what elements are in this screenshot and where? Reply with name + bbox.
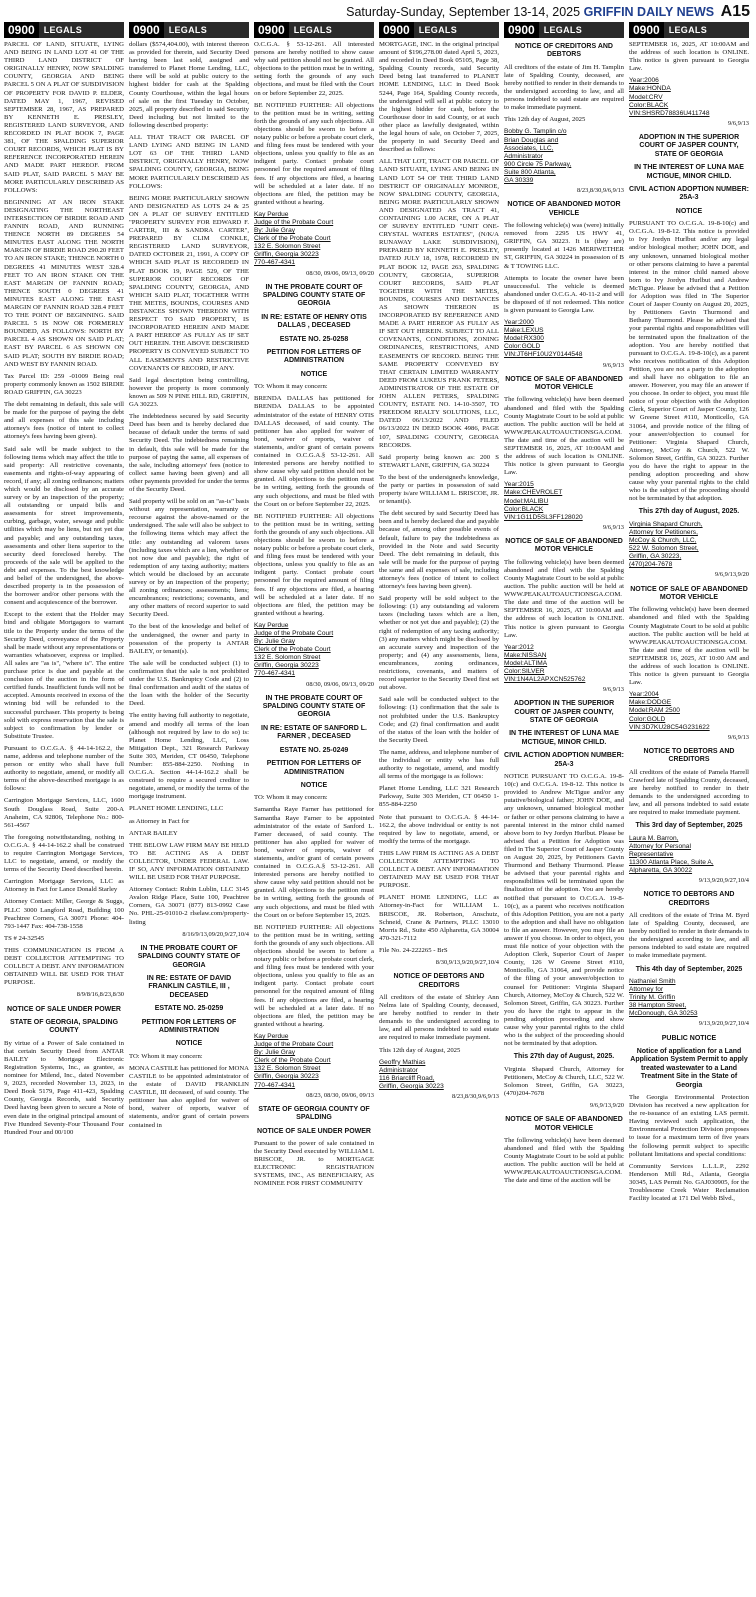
run-dates: 08/30, 09/06, 09/13, 09/20 xyxy=(306,680,374,688)
notice-paragraph: File No. 24-222265 - BrS xyxy=(379,946,448,954)
signature-line: 770-467-4341 xyxy=(254,670,296,678)
signature-line: 11300 Atlanta Place, Suite A, xyxy=(629,858,714,866)
signature-line: Year:2006 xyxy=(629,77,659,85)
signature-line: 132 E. Solomon Street xyxy=(254,243,321,251)
signature-line: Model:RX300 xyxy=(504,335,544,343)
notice-paragraph: ALL THAT LOT, TRACT OR PARCEL OF LAND SITUATE, LYING AND BEING IN LAND LOT 54 OF THE THIRD LAND DISTRICT OF ORIGINALLY MONROE, NOW SPALDING COUNTY, GEORGIA, BEING MORE PARTICULARLY SHOWN AND DESIGNATED AS TRACT 41, CONTAINING 1.00 ACRE, ON A PLAT OF SURVEY ENTITLED "UNIT ONE-CRYSTAL WATERS ESTATES", (N/K/A RUNAWAY LAKE SUBDIVISION), PREPARED BY KENNETH E. PRESLEY, DATED JULY 18, 1978, RECORDED IN PLAT BOOK 12, PAGE 263, SPALDING COUNTY, GEORGIA, SUPERIOR COURT RECORDS, SAID PLAT TOGETHER WITH THE METES, BOUNDS, COURSES AND DISTANCES AS SHOWN THEREON IS INCORPORATED BY REFERENCE AND MADE A PART HEREOF AS FULLY AS IF SET OUT HEREIN. SUBJECT TO ALL COVENANTS, CONDITIONS, ZONING ORDINANCES, RESTRICTIONS, AND EASEMENTS OF RECORD. BEING THE SAME PROPERTY CONVEYED BY THAT CERTAIN LIMITED WARRANTY DEED FROM LUKEUS FRANK PETERS, ADMINISTRATOR OF THE ESTATE OF JOHN ALLEN PETERS, SPALDING COUNTY, ESTATE NO. 14-10-3507, TO FREEDOM REALTY SOLUTIONS, LLC, DATED 06/13/2022 AND FILED 06/13/2022 IN DEED BOOK 4986, PAGE 107, SPALDING COUNTY, GEORGIA RECORDS. xyxy=(379,158,499,449)
signature-line: 132 E. Solomon Street xyxy=(254,654,321,662)
signature-line: Make:CHEVROLET xyxy=(504,489,563,497)
notice-paragraph: The name, address, and telephone number of the individual or entity who has full authority to negotiate, amend, and modify all terms of the mortgage is as follows: xyxy=(379,748,499,781)
notice-heading: NOTICE xyxy=(675,207,703,215)
notice-heading: NOTICE xyxy=(175,1040,203,1048)
legals-column-3 xyxy=(254,22,374,1594)
masthead xyxy=(300,3,750,19)
signature-line: Judge of the Probate Court xyxy=(254,218,334,226)
notice-heading: IN RE: ESTATE OF DAVID FRANKLIN CASTILE, III , DECEASED xyxy=(146,974,232,999)
signature-line: Alpharetta, GA 30022 xyxy=(629,867,693,874)
notice-heading: ADOPTION IN THE SUPERIOR COURT OF JASPER COUNTY, STATE OF GEORGIA xyxy=(513,700,615,725)
signature-line: Model:MALIBU xyxy=(504,497,549,505)
notice-paragraph: The sale will be conducted subject (1) to confirmation that the sale is not prohibited under the U.S. Bankruptcy Code and (2) to final confirmation and audit of the status of the loan with the holder of the Security Deed. xyxy=(129,659,249,708)
signature-line: Associates, LLC, xyxy=(504,144,554,152)
signature-line: VIN:SHSRD78836U411748 xyxy=(629,109,710,117)
notice-heading: IN THE PROBATE COURT OF SPALDING COUNTY STATE OF GEORGIA xyxy=(262,283,366,308)
signature-line: 132 E. Solomon Street xyxy=(254,1065,321,1073)
notice-paragraph: Tax Parcel ID: 259 -01009 Being real property commonly known as 1502 BIRDIE ROAD GRIFFIN, GA 30223 xyxy=(4,372,124,396)
notice-paragraph: All creditors of the estate of Trina M. Byrd late of Spalding County, deceased, are hereby notified to render in their demands to the undersigned according to law, and all persons indebted to said estate are required to make immediate payment. xyxy=(629,912,749,960)
notice-paragraph: BE NOTIFIED FURTHER: All objections to the petition must be in writing, setting forth the grounds of any such objections. All objections should be sworn to before a notary public or before a probate court clerk, and filing fees must be tendered with your objections, unless you qualify to file as an indigent party. Contact probate court personnel for the required amount of filing fees. If any objections are filed, a hearing will be scheduled at a later date. If no objections are filed, the petition may be granted without a hearing. xyxy=(254,512,374,617)
signature-line: VIN:JT6HF10U2Y0144548 xyxy=(504,351,583,359)
notice-paragraph: THIS COMMUNICATION IS FROM A DEBT COLLECTOR ATTEMPTING TO COLLECT A DEBT. ANY INFORMATION OBTAINED WILL BE USED FOR THAT PURPOSE. xyxy=(4,946,124,987)
notice-paragraph: Virginia Shapard Church, Attorney for Petitioners, McCoy & Church, LLC, 522 W. Solomon Street, Griffin, GA 30223, (470)204-7678 xyxy=(504,1065,624,1097)
signature-line: Make:NISSAN xyxy=(504,651,547,659)
signature-line: Attorney for Personal xyxy=(629,842,691,850)
signature-line: Color:BLACK xyxy=(629,101,669,109)
signature-line: By: Julie Gray xyxy=(254,638,296,646)
run-dates: 9/6,9/13 xyxy=(727,733,749,741)
notice-paragraph: as Attorney in Fact for xyxy=(129,817,190,825)
category-label: LEGALS xyxy=(668,25,708,35)
column-body xyxy=(254,41,374,1188)
signature-line: Suite 800 Atlanta, xyxy=(504,168,556,176)
category-code: 0900 xyxy=(4,22,39,38)
signature-line: 38 Hampton Street, xyxy=(629,1002,687,1010)
notice-paragraph: ALL THAT TRACT OR PARCEL OF LAND LYING AND BEING IN LAND LOT 63 OF THE THIRD LAND DISTRICT, ORIGINALLY HENRY, NOW SPALDING COUNTY, GEORGIA, BEING MORE PARTICULARLY DESCRIBED AS FOLLOWS: xyxy=(129,134,249,190)
notice-paragraph: MORTGAGE, INC. in the original principal amount of $196,278.00 dated April 5, 2023, and recorded in Deed Book 05105, Page 38, Spalding County records, said Security Deed being last transferred to PLANET HOME LENDING, LLC in Deed Book 5244, Page 164, Spalding County records, the undersigned will sell at public outcry to the highest bidder for cash, before the Courthouse door in said County, or at such other place as lawfully designated, within the legal hours of sale, on October 7, 2025, the property in said Security Deed and described as follows: xyxy=(379,41,499,154)
notice-heading: IN RE: ESTATE OF HENRY OTIS DALLAS , DECEASED xyxy=(261,313,367,330)
column-header xyxy=(4,22,124,38)
notice-paragraph: O.C.G.A. § 53-12-261. All interested persons are hereby notified to show cause why said petition should not be granted. All objections to the petition must be in writing, setting forth the grounds of any such objections, and must be filed with the Court on or before September 22, 2025. xyxy=(254,41,374,97)
signature-line: McCoy & Church, LLC, xyxy=(629,537,697,545)
notice-heading: This 3rd day of September, 2025 xyxy=(635,822,743,830)
notice-heading: STATE OF GEORGIA COUNTY OF SPALDING xyxy=(258,1105,370,1122)
notice-paragraph: PLANET HOME LENDING, LLC as Attorney-in-Fact for WILLIAM L. BRISCOE, JR. Robertson, Anschutz, Schneid, Crane & Partners, PLLC 13010 Morris Rd., Suite 450 Alpharetta, GA 30004 470-321-7112 xyxy=(379,894,499,942)
signature-line: Griffin, Georgia 30223 xyxy=(254,662,319,670)
notice-heading: IN RE: ESTATE OF SANFORD L. FARNER , DECEASED xyxy=(261,724,367,741)
notice-heading: ESTATE NO. 25-0258 xyxy=(279,335,349,343)
run-dates: 9/6,9/13 xyxy=(602,686,624,694)
signature-line: GA 30339 xyxy=(504,177,534,185)
notice-heading: PETITION FOR LETTERS OF ADMINISTRATION xyxy=(266,349,362,365)
run-dates: 08/23, 08/30, 09/06, 09/13 xyxy=(306,1091,374,1099)
notice-paragraph: The debt remaining in default, this sale will be made for the purpose of paying the debt and all expenses of this sale including attorney's fees (notice of intent to collect attorney's fees having been given). xyxy=(4,401,124,441)
signature-line: Color:GOLD xyxy=(629,715,666,723)
signature-line: Griffin, GA 30223, xyxy=(629,553,682,561)
signature-line: VIN:1N4AL2APXCN525762 xyxy=(504,676,586,684)
notice-heading: PETITION FOR LETTERS OF ADMINISTRATION xyxy=(266,760,362,776)
signature-line: By: Julie Gray xyxy=(254,227,296,235)
notice-paragraph: THIS LAW FIRM IS ACTING AS A DEBT COLLECTOR ATTEMPTING TO COLLECT A DEBT. ANY INFORMATION OBTAINED MAY BE USED FOR THAT PURPOSE. xyxy=(379,849,499,890)
notice-heading: NOTICE TO DEBTORS AND CREDITORS xyxy=(643,891,735,907)
notice-paragraph: The following vehicle(s) have been deemed abandoned and filed with the Spalding County Magistrate Court to be sold at public auction. The public auction will be held at WWW.PEAKAUTOAUCTIONSGA.COM. The date and time of the auction will be xyxy=(504,1136,624,1185)
signature-line: Year:2012 xyxy=(504,643,534,651)
notice-heading: NOTICE OF SALE OF ABANDONED MOTOR VEHICLE xyxy=(505,1116,623,1132)
notice-paragraph: TS # 24-32545 xyxy=(4,934,45,942)
signature-line: Year:2000 xyxy=(504,319,534,327)
notice-paragraph: BE NOTIFIED FURTHER: All objections to the petition must be in writing, setting forth the grounds of any such objections. All objections should be sworn to before a notary public or before a probate court clerk, and filing fees must be tendered with your objections, unless you qualify to file as an indigent party. Contact probate court personnel for the required amount of filing fees. If any objections are filed, a hearing will be scheduled at a later date. If no objections are filed, the petition may be granted without a hearing. xyxy=(254,923,374,1028)
signature-line: Judge of the Probate Court xyxy=(254,630,334,637)
notice-paragraph: BEING MORE PARTICULARLY SHOWN AND DESIGNATED AS LOTS 24 & 25 ON A PLAT OF SURVEY ENTITLED "PROPERTY SURVEY FOR EDWARD F. CARTER, III & SANDRA CARTER", PREPARED BY CLIM CONKLE, REGISTERED LAND SURVEYOR, DATED OCTOBER 21, 1991, A COPY OF WHICH SAID PLAT IS RECORDED IN PLAT BOOK 19, PAGE 529, OF THE SUPERIOR COURT RECORDS OF SPALDING COUNTY, GEORGIA, AND WHICH SAID PLAT, TOGETHER WITH THE METES, BOUNDS, COURSES AND DISTANCES SHOWN THEREON WITH RESPECT TO SAID PROPERTY, IS INCORPORATED HEREIN AND MADE A PART HEREOF AS FULLY AS IF SET OUT HEREIN. THE ABOVE DESCRIBED PROPERTY IS CONVEYED SUBJECT TO ALL EASEMENTS AND RESTRICTIVE COVENANTS OF RECORD, IF ANY. xyxy=(129,194,249,372)
notice-paragraph: PLANET HOME LENDING, LLC xyxy=(129,805,224,813)
notice-paragraph: Planet Home Lending, LLC 321 Research Parkway, Suite 303 Meriden, CT 06450 1-855-884-2250 xyxy=(379,785,499,809)
notice-heading: This 27th day of August, 2025. xyxy=(638,508,740,516)
notice-paragraph: All creditors of the estate of Jim H. Tamplin late of Spalding County, deceased, are hereby notified to render in their demands to the undersigned according to law, and all persons indebted to said estate are required to make immediate payment. xyxy=(504,63,624,112)
notice-paragraph: To the best of the undersigned's knowledge, the party or parties in possession of said property is/are WILLIAM L. BRISCOE, JR. or tenant(s). xyxy=(379,473,499,506)
category-label: LEGALS xyxy=(418,25,458,35)
notice-paragraph: Attempts to locate the owner have been unsuccessful. The vehicle is deemed abandoned under O.C.G.A. 40-11-2 and will be disposed of if not redeemed. This notice is given pursuant to Georgia Law. xyxy=(504,274,624,314)
signature-line: Representative xyxy=(629,850,674,858)
notice-paragraph: The following vehicle(s) was (were) initially removed from 2295 US HWY 41, GRIFFIN, GA 30223. It is (they are) presently located at 1426 MERIWETHER ST, GRIFFIN, GA 30224 in possession of B & T TOWING LLC. xyxy=(504,222,624,270)
signature-line: Attorney for Petitioners, xyxy=(629,528,698,536)
notice-paragraph: The debt secured by said Security Deed has been and is hereby declared due and payable because of, among other possible events of default, failure to pay the indebtedness as provided in the Note and said Security Deed. The debt remaining in default, this sale will be made for the purpose of paying the same and all expenses of sale, including attorney's fees (notice of intent to collect attorney's fees having been given). xyxy=(379,510,499,591)
signature-line: Administrator xyxy=(379,1066,418,1074)
notice-paragraph: PURSUANT TO O.C.G.A. 19-8-10(c) and O.C.G.A. 19-8-12. This notice is provided to Ivy Jordyn Hurlbut and/or any legal and/or biological mother; JOHN DOE, and any unknown, unnamed biological mother or other persons claiming to have a parental interest in the minor child named above born to Ivy Jordyn Hurlbut and Andrew McTigue. Please be advised that a Petition for Adoption was filed in The Superior Court of Jasper County on August 20, 2025, by Petitioners Gavin Thurmond and Bethany Thurmond. Please be advised that your parental rights and responsibilities will be terminated upon the finalization of the adoption. You are hereby notified that pursuant to O.C.G.A. 19-8-10(c), as a parent who receives notification of this Adoption Petition, you are not a party to the adoption and shall have no obligation to file an answer. However, you may file an answer if you choose. In order to object, you must file notice of your objection with the Adoption Clerk, Superior Court of Jasper County, 126 W Greene Street #110, Monticello, GA 31064, and provide notice of the filing of your answer/objection to counsel for Petitioner: Virginia Shapard Church, Attorney, McCoy & Church, 522 W. Solomon Street, Griffin, GA 30223. Further you do have the right to appear in the pending adoption proceeding and show cause why your parental rights to the child who is the subject of the proceeding should not be terminated by that adoption. xyxy=(629,220,749,503)
notice-paragraph: Said property will be sold subject to the following: (1) any outstanding ad valorem taxes (including taxes which are a lien, whether or not yet due and payable); (2) the right of redemption of any taxing authority; (3) any matters which might be disclosed by an accurate survey and inspection of the property; and (4) any assessments, liens, encumbrances, zoning ordinances, restrictions, covenants, and matters of record superior to the Security Deed first set out above. xyxy=(379,595,499,692)
column-body xyxy=(629,41,749,1203)
run-dates: 9/6,9/13,9/20 xyxy=(714,571,749,579)
column-header xyxy=(379,22,499,38)
notice-heading: PETITION FOR LETTERS OF ADMINISTRATION xyxy=(141,1018,237,1034)
notice-paragraph: TO: Whom it may concern: xyxy=(254,383,328,391)
notice-paragraph: Said sale will be made subject to the following items which may affect the title to said property: All restrictive covenants, easements and rights-of-way appearing of record, if any; all zoning ordinances; matters which would be disclosed by an accurate survey or by an inspection of the property; all outstanding or unpaid bills and assessments for street improvements, curbing, garbage, water, sewage and public utilities which may be liens, but not yet due and payable; and any outstanding taxes, assessments and other liens superior to the security deed foreclosed hereby. The proceeds of the sale will be applied to the debt and expenses. To the best knowledge and belief of the undersigned, the above-described property is in the possession of the borrower and/or other persons with the consent and acquiescence of the borrower. xyxy=(4,445,124,607)
notice-paragraph: BEGINNING AT AN IRON STAKE DESIGNATING THE NORTHEAST INTERSECTION OF BIRDIE ROAD AND FANNIN ROAD, AND RUNNING THENCE NORTH 89 DEGREES 54 MINUTES EAST ALONG THE NORTH MARGIN OF BIRDIE ROAD 290.20 FEET TO AN IRON STAKE; THENCE NORTH 0 DEGREES 41 MINUTES WEST 328.4 FEET TO AN IRON STAKE ON THE EAST MARGIN OF FANNIN ROAD; THENCE SOUTH 0 DEGREES 41 MINUTES EAST ALONG THE EAST MARGIN OF FANNIN ROAD 328.4 FEET TO THE POINT OF BEGINNING. SAID PARCEL 5 IS NOW OR FORMERLY BOUNDED, AS FOLLOWS: NORTH BY PARCEL 4 AS SHOWN ON SAID PLAT; EAST BY PARCEL 6 AS SHOWN ON SAID PLAT; SOUTH BY BIRDIE ROAD; AND WEST BY FANNIN ROAD. xyxy=(4,198,124,368)
category-code: 0900 xyxy=(254,22,289,38)
signature-line: Bobby G. Tamplin c/o xyxy=(504,128,567,136)
signature-line: Griffin, Georgia 30223 xyxy=(254,251,319,259)
signature-line: Judge of the Probate Court xyxy=(254,1041,334,1049)
notice-heading: NOTICE OF SALE UNDER POWER xyxy=(7,1005,121,1013)
run-dates: 9/6,9/13 xyxy=(602,523,624,531)
notice-heading: ADOPTION IN THE SUPERIOR COURT OF JASPER COUNTY, STATE OF GEORGIA xyxy=(638,133,740,158)
notice-paragraph: Said legal description being controlling, however the property is more commonly known as 509 N PINE HILL RD, GRIFFIN, GA 30223. xyxy=(129,376,249,409)
run-dates: 9/13,9/20,9/27,10/4 xyxy=(698,877,749,885)
signature-line: Geoffry Mathias xyxy=(379,1058,426,1066)
publication-name: GRIFFIN DAILY NEWS xyxy=(583,5,715,19)
signature-line: Year:2004 xyxy=(629,691,659,699)
legal-columns xyxy=(4,22,752,1594)
notice-heading: NOTICE xyxy=(300,370,328,378)
signature-line: Brian Douglas and xyxy=(504,136,559,144)
notice-heading: NOTICE TO DEBTORS AND CREDITORS xyxy=(643,747,735,764)
signature-line: (470)204-7678 xyxy=(629,561,673,569)
notice-paragraph: dollars ($574,404.00), with interest thereon as provided for therein, said Security Deed having been last sold, assigned and transferred to Planet Home Lending, LLC, there will be sold at public outcry to the highest bidder for cash at the Spalding County Courthouse, within the legal hours of sale on the first Tuesday in October, 2025, all property described in said Security Deed including but not limited to the following described property: xyxy=(129,41,249,129)
signature-line: 900 Circle 75 Parkway, xyxy=(504,160,572,168)
signature-line: 116 Briarcliff Road, xyxy=(379,1074,435,1082)
notice-paragraph: Pursuant to O.C.G.A. § 44-14-162.2, the name, address and telephone number of the person or entity who shall have full authority to negotiate, amend, or modify all terms of the above-described mortgage is as follows: xyxy=(4,744,124,793)
notice-paragraph: This 12th day of August, 2025 xyxy=(504,116,586,124)
notice-paragraph: The following vehicle(s) have been deemed abandoned and filed with the Spalding County Magistrate Court to be sold at public auction. The public auction will be held at WWW.PEAKAUTOAUCTIONSGA.COM. The date and time of the auction will be SEPTEMBER 16, 2025, AT 10:00AM and the address of such location is ONLINE. This notice is given pursuant to Georgia Law. xyxy=(504,558,624,639)
run-dates: 9/6,9/13,9/20 xyxy=(589,1102,624,1110)
notice-heading: NOTICE xyxy=(300,781,328,789)
legals-column-4 xyxy=(379,22,499,1594)
column-body xyxy=(504,43,624,1186)
notice-heading: ESTATE NO. 25-0249 xyxy=(279,746,349,754)
signature-line: Griffin, Georgia 30223 xyxy=(379,1082,444,1090)
column-header xyxy=(629,22,749,38)
notice-paragraph: Carrington Mortgage Services, LLC, 1600 South Douglass Road, Suite 200-A Anaheim, CA 92806, Telephone No.: 800-561-4567 xyxy=(4,797,124,829)
category-label: LEGALS xyxy=(168,25,208,35)
signature-line: Nathaniel Smith xyxy=(629,977,676,985)
notice-heading: IN THE PROBATE COURT OF SPALDING COUNTY STATE OF GEORGIA xyxy=(137,944,241,969)
category-code: 0900 xyxy=(504,22,539,38)
notice-paragraph: PARCEL OF LAND, SITUATE, LYING AND BEING IN LAND LOT 41 OF THE THIRD LAND DISTRICT OF ORIGINALLY HENRY, NOW SPALDING COUNTY, GEORGIA AND BEING PARCEL 5 ON A PLAT OF SUBDIVISION OF PROPERTY FOR DAVID P. ELDER, DATED MAY 1, 1967, REVISED SEPTEMBER 28, 1967, AS PREPARED BY KENNETH E. PRESLEY, REGISTERED LAND SURVEYOR, AND RECORDED IN PLAT BOOK 7, PAGE 381, OF THE SPALDING SUPERIOR COURT RECORDS, WHICH PLAT IS BY REFERENCE INCORPORATED HEREIN AND MADE PART HEREOF. FROM SAID PLAT, SAID PARCEL 5 MAY BE MORE PARTICULARLY DESCRIBED AS FOLLOWS: xyxy=(4,41,124,194)
legals-column-5 xyxy=(504,22,624,1594)
run-dates: 9/6,9/13 xyxy=(602,361,624,369)
notice-paragraph: TO: Whom it may concern: xyxy=(254,794,328,802)
notice-paragraph: Carrington Mortgage Services, LLC as Attorney in Fact for Lance Donald Starley xyxy=(4,878,124,894)
notice-heading: IN THE INTEREST OF LUNA MAE MCTIGUE, MINOR CHILD. xyxy=(634,164,744,180)
notice-paragraph: Attorney Contact: Rubin Lublin, LLC 3145 Avalon Ridge Place, Suite 100, Peachtree Corners, GA 30071 (877) 813-0992 Case No. PHL-25-01010-2 rlselaw.com/property-listing xyxy=(129,886,249,926)
run-dates: 08/30, 09/06, 09/13, 09/20 xyxy=(306,269,374,277)
signature-line: Kay Perdue xyxy=(254,210,289,218)
column-header xyxy=(129,22,249,38)
column-body xyxy=(4,41,124,1137)
run-dates: 9/6,9/13 xyxy=(727,119,749,127)
column-header xyxy=(504,22,624,38)
notice-paragraph: Note that pursuant to O.C.G.A. § 44-14-162.2, the above individual or entity is not required by law to negotiate, amend, or modify the terms of the mortgage. xyxy=(379,813,499,845)
notice-heading: NOTICE OF DEBTORS AND CREDITORS xyxy=(393,973,485,989)
legals-column-1 xyxy=(4,22,124,1594)
run-dates: 8/30,9/13,9/20,9/27,10/4 xyxy=(435,959,499,967)
signature-line: 770-467-4341 xyxy=(254,1081,296,1089)
notice-paragraph: Community Services L.L.L.P., 2292 Henderson Mill Rd., Atlanta, Georgia 30345, LAS Permit No. GAJ030905, for the Troublesome Creek Water Reclamation Facility located at 171 Del Webb Blvd., xyxy=(629,1162,749,1203)
run-dates: 8/16/9/13,09/20,9/27,10/4 xyxy=(182,930,249,938)
signature-line: Laura M. Barron, xyxy=(629,834,679,842)
notice-paragraph: NOTICE PURSUANT TO O.C.G.A. 19-8-10(c) and O.C.G.A. 19-8-12. This notice is provided to Andrew McTigue and/or any putative/biological father; JOHN DOE, and any unknown, unnamed biological mother or father or other persons claiming to have a parental interest in the minor child named above born to Ivy Jordyn Hurlbut. Please be advised that a Petition for Adoption was filed in The Superior Court of Jasper County on August 20, 2025, by Petitioners Gavin Thurmond and Bethany Thurmond. Please be advised that your parental rights and responsibilities will be terminated upon the finalization of the adoption. You are hereby notified that pursuant to O.C.G.A. 19-8-10(c), as a parent who receives notification of this Adoption Petition, you are not a party to the adoption and shall have no obligation to file an answer. However, you may file an answer if you choose. In order to object, you must file notice of your objection with the Adoption Clerk, Superior Court of Jasper County, 126 W Greene Street #110, Monticello, GA 31064, and provide notice of the filing of your answer/objection to counsel for Petitioner: Virginia Shapard Church, Attorney, McCoy & Church, 522 W. Solomon Street, Griffin, GA 30223. Further you do have the right to appear in the pending adoption proceeding and show cause why your parental rights to the child who is the subject of the proceeding should not be terminated by that adoption. xyxy=(504,773,624,1048)
notice-paragraph: Except to the extent that the Holder may bind and obligate Mortgagors to warrant title to the Property under the terms of the Security Deed, conveyance of the Property shall be made without any representations or warranties whatsoever, express or implied. All sales are "as is", "where is". The entire purchase price is due and payable at the conclusion of the auction in the form of certified funds. Insufficient funds will not be accepted. Amounts received in excess of the winning bid will be refunded to the successful purchaser. This property is being sold with express reservation that the sale is subject to confirmation by lender or Substitute Trustee. xyxy=(4,611,124,740)
run-dates: 9/13,9/20,9/27,10/4 xyxy=(698,1020,749,1028)
signature-line: 522 W. Solomon Street, xyxy=(629,545,699,553)
notice-paragraph: All creditors of the estate of Pamela Harrell Crawford late of Spalding County, deceased, are hereby notified to render in their demands to the undersigned according to law, and all persons indebted to said estate are required to make immediate payment. xyxy=(629,768,749,817)
notice-paragraph: The following vehicle(s) have been deemed abandoned and filed with the Spalding County Magistrate Court to be sold at public auction. The public auction will be held at WWW.PEAKAUTOAUCTIONSGA.COM. The date and time of the auction will be SEPTEMBER 16, 2025, AT 10:00AM and the address of such location is ONLINE. This notice is given pursuant to Georgia Law. xyxy=(504,396,624,477)
notice-paragraph: Said sale will be conducted subject to the following: (1) confirmation that the sale is not prohibited under the U.S. Bankruptcy Code; and (2) final confirmation and audit of the status of the loan with the holder of the Security Deed. xyxy=(379,696,499,744)
notice-heading: NOTICE OF SALE OF ABANDONED MOTOR VEHICLE xyxy=(505,537,623,554)
notice-heading: CIVIL ACTION ADOPTION NUMBER: 25A-3 xyxy=(629,185,749,202)
notice-heading: This 4th day of September, 2025 xyxy=(635,965,743,973)
signature-line: McDonough, GA 30253 xyxy=(629,1010,698,1018)
notice-heading: NOTICE OF CREDITORS AND DEBTORS xyxy=(514,43,613,59)
notice-paragraph: The indebtedness secured by said Security Deed has been and is hereby declared due because of default under the terms of said Security Deed. The indebtedness remaining in default, this sale will be made for the purpose of paying the same, all expenses of the sale, including attorneys' fees (notice to collect same having been given) and all other payments provided for under the terms of the Security Deed. xyxy=(129,413,249,493)
notice-heading: NOTICE OF SALE OF ABANDONED MOTOR VEHICLE xyxy=(505,375,623,392)
notice-paragraph: THE BELOW LAW FIRM MAY BE HELD TO BE ACTING AS A DEBT COLLECTOR, UNDER FEDERAL LAW. IF SO, ANY INFORMATION OBTAINED WILL BE USED FOR THAT PURPOSE. xyxy=(129,841,249,882)
signature-line: VIN:3D7KU28C54G231622 xyxy=(629,723,710,731)
notice-paragraph: MONA CASTILE has petitioned for MONA CASTILE to be appointed administrator of the estate of DAVID FRANKLIN CASTILE, III deceased, of said county. The petitioner has also applied for waiver of bond, waiver of reports, waiver of statements, and/or grant of certain powers contained in xyxy=(129,1064,249,1129)
category-code: 0900 xyxy=(129,22,164,38)
signature-line: VIN:1G11D5SL3FF128020 xyxy=(504,513,583,521)
notice-heading: IN THE PROBATE COURT OF SPALDING COUNTY STATE OF GEORGIA xyxy=(262,694,366,719)
notice-paragraph: BE NOTIFIED FURTHER: All objections to the petition must be in writing, setting forth the grounds of any such objections. All objections should be sworn to before a notary public or before a probate court clerk, and filing fees must be tendered with your objections, unless you qualify to file as an indigent party. Contact probate court personnel for the required amount of filing fees. If any objections are filed, a hearing will be scheduled at a later date. If no objections are filed, the petition may be granted without a hearing. xyxy=(254,101,374,206)
signature-line: Administrator xyxy=(504,152,543,160)
signature-line: Color:BLACK xyxy=(504,505,544,513)
signature-line: Color:SILVER xyxy=(504,667,545,675)
signature-line: Clerk of the Probate Court xyxy=(254,235,331,243)
notice-paragraph: The Georgia Environmental Protection Division has received a new application for the re-issuance of an existing LAS permit. Having reviewed such application, the Environmental Protection Division proposes to issue for a maximum term of five years the following permit subject to specific pollutant limitations and special conditions: xyxy=(629,1093,749,1158)
notice-paragraph: ANTAR BAILEY xyxy=(129,829,178,837)
notice-paragraph: This 12th day of August, 2025 xyxy=(379,1046,461,1054)
notice-heading: NOTICE OF SALE OF ABANDONED MOTOR VEHICLE xyxy=(630,585,748,601)
signature-line: Model:ALTIMA xyxy=(504,659,548,667)
issue-date: Saturday-Sunday, September 13-14, 2025 xyxy=(346,5,581,19)
signature-line: Model:CRV xyxy=(629,93,663,101)
category-code: 0900 xyxy=(629,22,664,38)
notice-paragraph: Said property will be sold on an "as-is" basis without any representation, warranty or recourse against the above-named or the undersigned. The sale will also be subject to the following items which may affect the title: any outstanding ad valorem taxes (including taxes which are a lien, whether or not now due and payable); the right of redemption of any taxing authority; matters which would be disclosed by an accurate survey or by an inspection of the property; all zoning ordinances; assessments; liens; encumbrances; restrictions; covenants, and any other matters of record superior to said Security Deed. xyxy=(129,498,249,619)
notice-heading: CIVIL ACTION ADOPTION NUMBER: 25A-3 xyxy=(504,752,624,768)
category-label: LEGALS xyxy=(543,25,583,35)
run-dates: 8/23,8/30,9/6,9/13 xyxy=(451,1092,499,1100)
signature-line: Make:DODGE xyxy=(629,699,672,707)
notice-heading: PUBLIC NOTICE xyxy=(661,1034,717,1042)
signature-line: 770-467-4341 xyxy=(254,259,296,267)
notice-heading: Notice of application for a Land Application System Permit to apply treated wastewater to a Land Treatment Site in the State of Georgia xyxy=(630,1047,748,1089)
notice-paragraph: The foregoing notwithstanding, nothing in O.C.G.A. § 44-14-162.2 shall be construed to require Carrington Mortgage Services, LLC to negotiate, amend, or modify the terms of the Security Deed described herein. xyxy=(4,833,124,874)
category-code: 0900 xyxy=(379,22,414,38)
notice-paragraph: Attorney Contact: Miller, George & Suggs, PLLC 3000 Langford Road, Building 100 Peachtree Corners, GA 30071 Phone: 404-793-1447 Fax: 404-738-1558 xyxy=(4,898,124,930)
signature-line: By: Julie Gray xyxy=(254,1049,296,1057)
signature-line: Virginia Shapard Church, xyxy=(629,520,703,528)
legals-column-6 xyxy=(629,22,749,1594)
notice-heading: NOTICE OF SALE UNDER POWER xyxy=(257,1127,371,1135)
signature-line: Make:HONDA xyxy=(629,85,671,93)
notice-paragraph: The entity having full authority to negotiate, amend and modify all terms of the loan (although not required by law to do so) is: Planet Home Lending, LLC, Loss Mitigation Dept., 321 Research Parkway Suite 303, Meriden, CT 06450, Telephone Number: 855-884-2250. Nothing in O.C.G.A. Section 44-14-162.2 shall be construed to require a secured creditor to negotiate, amend, or modify the terms of the mortgage instrument. xyxy=(129,712,249,801)
signature-line: Clerk of the Probate Court xyxy=(254,646,331,654)
notice-paragraph: Samantha Raye Farner has petitioned for Samantha Raye Farner to be appointed administrator of the estate of Sanford L. Farner deceased, of said county. The petitioner has also applied for waiver of bond, waiver of reports, waiver of statements, and/or grant of certain powers contained in O.C.G.A.§ 53-12-261. All interested persons are hereby notified to show cause why said petition should not be granted. All objections to the petition must be in writing, setting forth the grounds of any such objections, and must be filed with the Court on or before September 15, 2025. xyxy=(254,806,374,919)
page-number: A15 xyxy=(720,3,750,20)
notice-paragraph: BRENDA DALLAS has petitioned for BRENDA DALLAS to be appointed administrator of the estate of HENRY OTIS DALLAS deceased, of said county. The petitioner has also applied for waiver of bond, waiver of reports, waiver of statements, and/or grant of certain powers contained in O.C.G.A.§ 53-12-261. All interested persons are hereby notified to show cause why said petition should not be granted. All objections to the petition must be in writing, setting forth the grounds of any such objections, and must be filed with the Court on or before September 22, 2025. xyxy=(254,395,374,508)
notice-paragraph: TO: Whom it may concern: xyxy=(129,1052,203,1060)
signature-line: Model:RAM 2500 xyxy=(629,707,680,715)
notice-paragraph: Said property being known as: 200 S STEWART LANE, GRIFFIN, GA 30224 xyxy=(379,453,499,469)
notice-paragraph: SEPTEMBER 16, 2025, AT 10:00AM and the address of such location is ONLINE. This notice is given pursuant to Georgia Law. xyxy=(629,41,749,73)
signature-line: Clerk of the Probate Court xyxy=(254,1057,331,1065)
notice-paragraph: By virtue of a Power of Sale contained in that certain Security Deed from ANTAR BAILEY to Mortgage Electronic Registration Systems, Inc., as grantee, as nominee for Milend, Inc., dated November 9, 2023, recorded November 13, 2023, in Deed Book 5179, Page 411-423, Spalding County, Georgia Records, said Security Deed having been given to secure a Note of even date in the original principal amount of Five Hundred Seventy-Four Thousand Four Hundred Four and 00/100 xyxy=(4,1039,124,1136)
signature-line: Year:2015 xyxy=(504,481,534,489)
notice-heading: STATE OF GEORGIA, SPALDING COUNTY xyxy=(9,1018,119,1035)
column-body xyxy=(129,41,249,1130)
notice-paragraph: The following vehicle(s) have been deemed abandoned and filed with the Spalding County Magistrate Court to be sold at public auction. The public auction will be held at WWW.PEAKAUTOAUCTIONSGA.COM. The date and time of the auction will be SEPTEMBER 16, 2025, AT 10:00 AM and the address of such location is ONLINE. This notice is given pursuant to Georgia Law. xyxy=(629,606,749,687)
notice-heading: NOTICE OF ABANDONED MOTOR VEHICLE xyxy=(507,201,621,217)
notice-paragraph: To the best of the knowledge and belief of the undersigned, the owner and party in possession of the property is ANTAR BAILEY, or tenant(s). xyxy=(129,623,249,655)
signature-line: Make:LEXUS xyxy=(504,327,544,335)
signature-line: Color:GOLD xyxy=(504,343,541,351)
signature-line: Griffin, Georgia 30223 xyxy=(254,1073,319,1081)
notice-paragraph: All creditors of the estate of Shirley Ann Nelms late of Spalding County, deceased, are hereby notified to render in their demands to the undersigned according to law, and all persons indebted to said estate are required to make immediate payment. xyxy=(379,993,499,1042)
column-header xyxy=(254,22,374,38)
signature-line: Kay Perdue xyxy=(254,1032,289,1040)
notice-paragraph: Pursuant to the power of sale contained in the Security Deed executed by WILLIAM L BRISCOE, JR. to MORTGAGE ELECTRONIC REGISTRATION SYSTEMS, INC., AS BENEFICIARY, AS NOMINEE FOR FIRST COMMUNITY xyxy=(254,1139,374,1188)
run-dates: 8/9/8/16,8/23,8/30 xyxy=(76,991,124,999)
signature-line: Kay Perdue xyxy=(254,621,289,629)
category-label: LEGALS xyxy=(43,25,83,35)
notice-heading: This 27th day of August, 2025. xyxy=(513,1053,615,1061)
signature-line: Trinity M. Griffin xyxy=(629,994,676,1002)
legals-column-2 xyxy=(129,22,249,1594)
signature-line: Attorney for xyxy=(629,986,664,994)
notice-heading: ESTATE NO. 25-0259 xyxy=(154,1005,224,1013)
column-body xyxy=(379,41,499,1101)
notice-heading: IN THE INTEREST OF LUNA MAE MCTIGUE, MINOR CHILD. xyxy=(509,730,619,746)
category-label: LEGALS xyxy=(293,25,333,35)
run-dates: 8/23,8/30,9/6,9/13 xyxy=(576,187,624,195)
